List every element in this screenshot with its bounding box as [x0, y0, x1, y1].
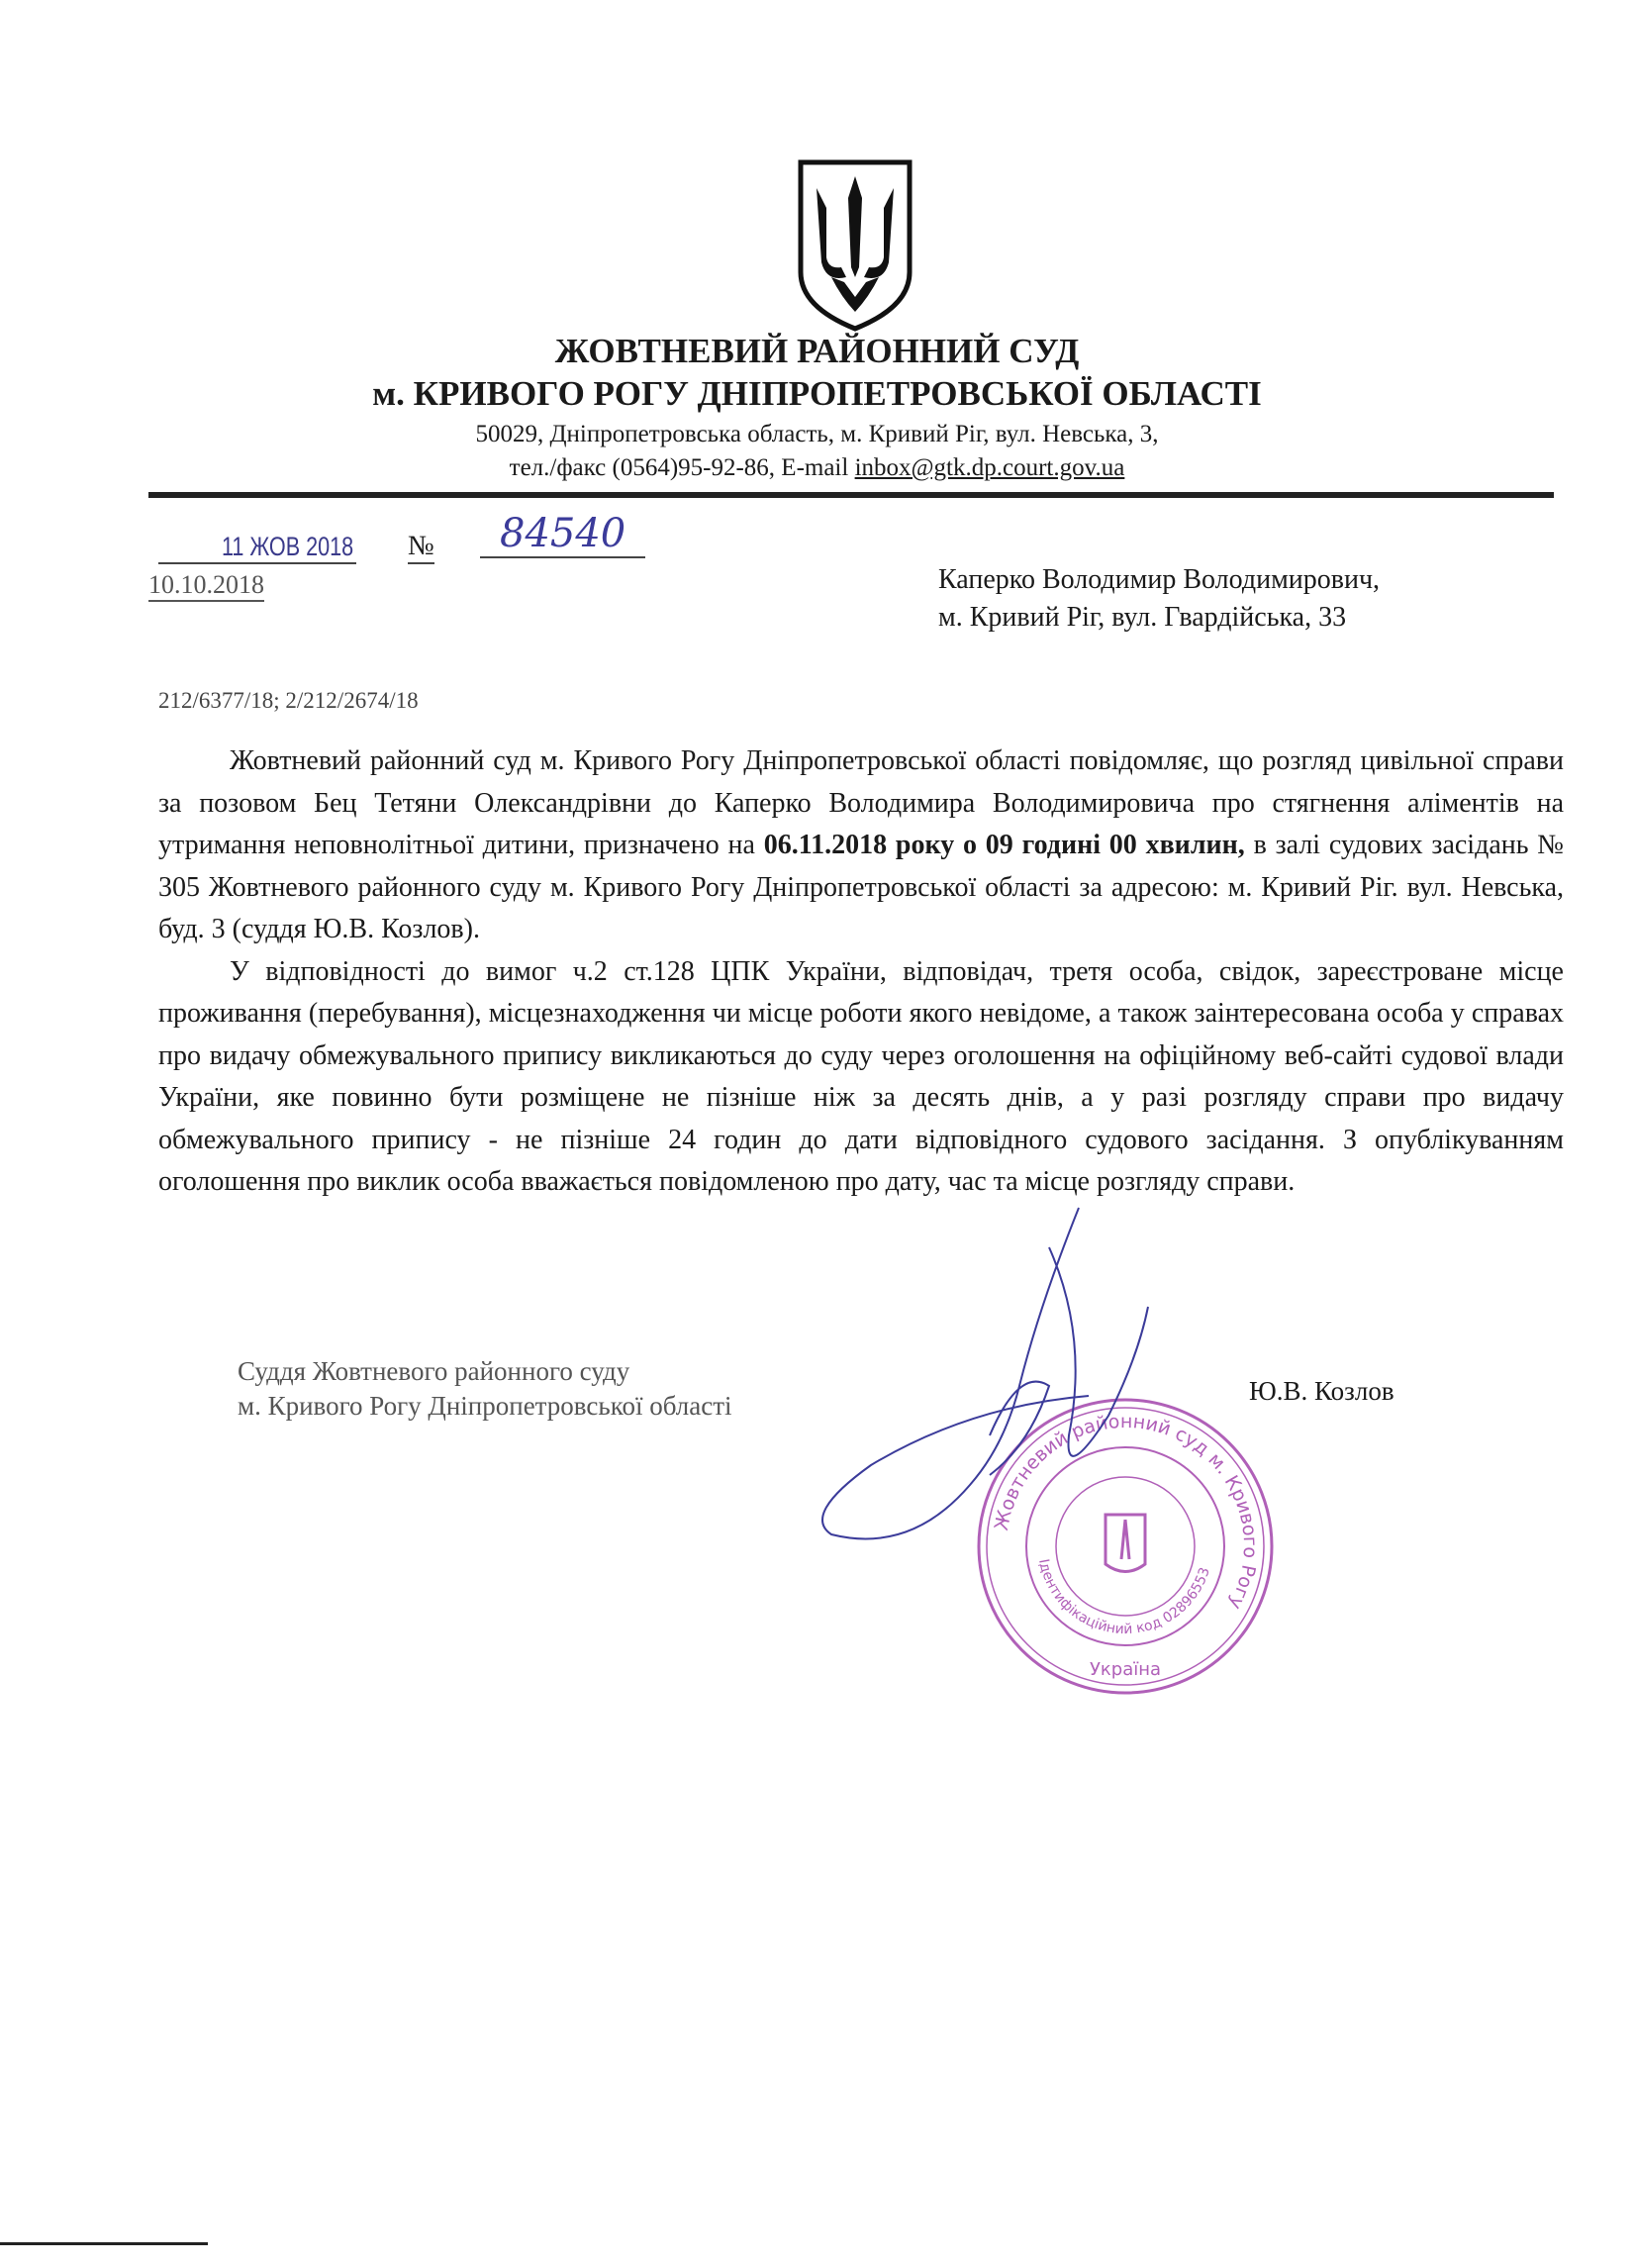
p1-text: Жовтневий районний суд м. Кривого Рогу Дніпропетровської області повідомляє, що розгляд цивільної справи за позовом Бец Тетяни Олександрівни до Каперко Володимира Володимировича про стягнення аліментів на утримання неповнолітньої дитини, призначено на: [158, 745, 1564, 860]
registration-stamp-date: 11 ЖОВ 2018: [158, 532, 356, 564]
signer-name: Ю.В. Козлов: [1249, 1376, 1394, 1406]
court-contacts: [0, 454, 1634, 482]
footer-line: [0, 2242, 208, 2245]
signer-title-line1: Суддя Жовтневого районного суду: [238, 1356, 630, 1386]
hearing-datetime: 06.11.2018 року о 09 годині 00 хвилин,: [763, 830, 1245, 860]
seal-outer-text: Жовтневий районний суд м. Кривого Рогу: [990, 1410, 1262, 1614]
trident-emblem-icon: [797, 158, 913, 332]
letter-body: [158, 740, 1564, 1204]
number-label: №: [408, 531, 434, 564]
paragraph-2: У відповідності до вимог ч.2 ст.128 ЦПК України, відповідач, третя особа, свідок, зареєстроване місце проживання (перебування), місцезнаходження чи місце роботи якого невідоме, а також заінтересована особа у справах про видачу обмежувального припису викликаються до суду через оголошення на офіційному веб-сайті судової влади України, яке повинно бути розміщене не пізніше ніж за десять днів, а у разі розгляду справи про видачу обмежувального припису - не пізніше 24 годин до дати відповідного судового засідання. З опублікуванням оголошення про виклик особа вважається повідомленою про дату, час та місце розгляду справи.: [158, 955, 1564, 1197]
seal-inner-text: Ідентифікаційний код 02896553: [1035, 1557, 1213, 1638]
court-name-line1: ЖОВТНЕВИЙ РАЙОННИЙ СУД: [554, 332, 1080, 370]
email-link[interactable]: inbox@gtk.dp.court.gov.ua: [854, 454, 1125, 481]
paragraph-1: [158, 740, 1564, 951]
p1-text-cont: в залі судових засідань № 305 Жовтневого районного суду м. Кривого Рогу Дніпропетровської області за адресою: м. Кривий Ріг. вул. Невська, буд. 3 (суддя Ю.В. Козлов).: [158, 830, 1564, 944]
court-name-line2: м. КРИВОГО РОГУ ДНІПРОПЕТРОВСЬКОЇ ОБЛАСТІ: [372, 374, 1262, 413]
court-address: 50029, Дніпропетровська область, м. Кривий Ріг, вул. Невська, 3,: [475, 421, 1159, 447]
case-reference: 212/6377/18; 2/212/2674/18: [158, 688, 419, 713]
contacts-text: тел./факс (0564)95-92-86, E-mail: [509, 454, 855, 481]
letter-date: 10.10.2018: [148, 570, 264, 602]
svg-text:Ідентифікаційний код 02896553: [1035, 1558, 1213, 1637]
recipient-name: Каперко Володимир Володимирович,: [938, 564, 1381, 595]
seal-bottom-text: Україна: [1089, 1659, 1162, 1680]
handwritten-number: 84540: [480, 511, 645, 558]
recipient-address: м. Кривий Ріг, вул. Гвардійська, 33: [938, 602, 1347, 633]
header-divider: [148, 492, 1554, 498]
handwritten-signature: [792, 1188, 1207, 1564]
signer-title-line2: м. Кривого Рогу Дніпропетровської області: [238, 1391, 732, 1421]
